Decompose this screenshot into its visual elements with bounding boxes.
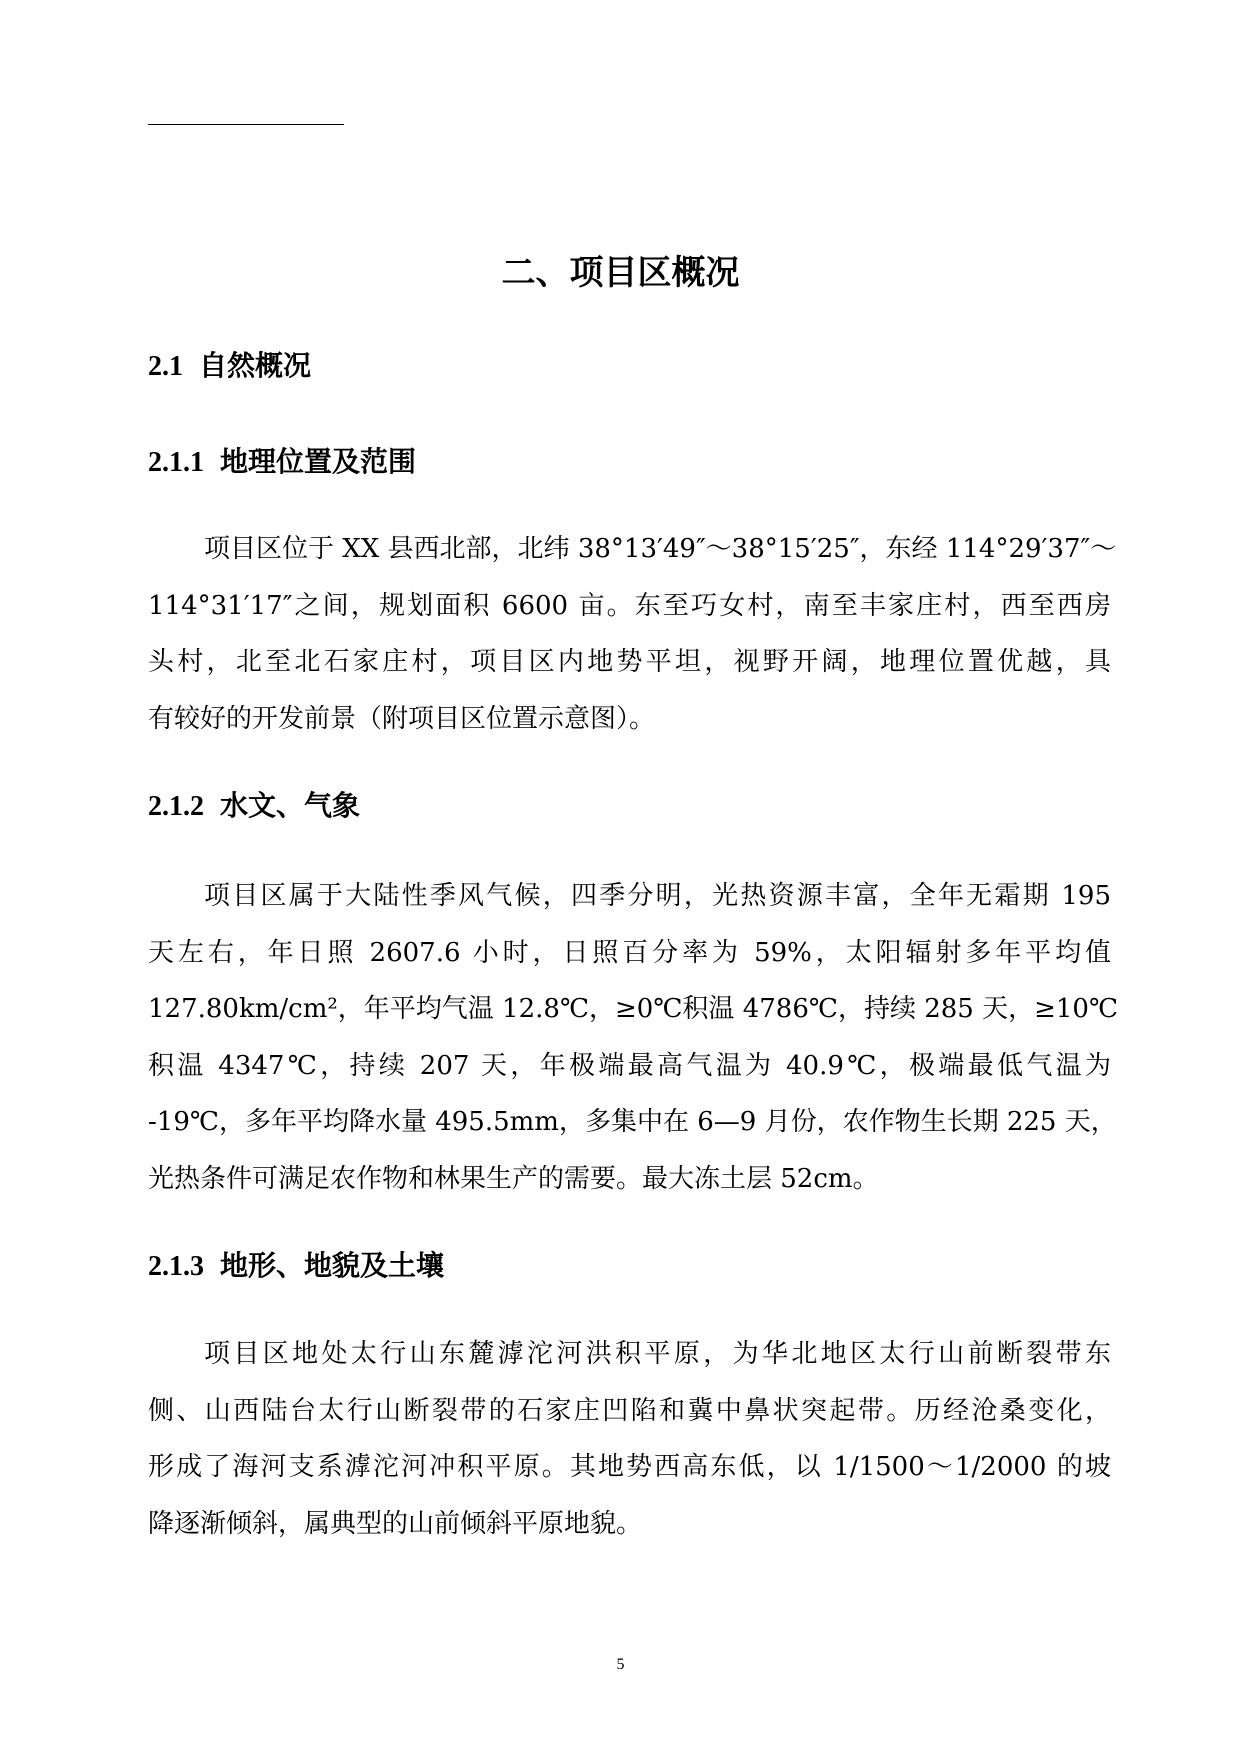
section-title: 自然概况 (199, 349, 312, 382)
section-number: 2.1 (148, 351, 183, 382)
section-title: 地理位置及范围 (220, 445, 417, 478)
section-number: 2.1.3 (148, 1251, 204, 1282)
paragraph-line: 光热条件可满足农作物和林果生产的需要。最大冻土层 52cm。 (148, 1163, 879, 1194)
footnote-separator-rule (148, 124, 344, 125)
page-number: 5 (616, 1656, 625, 1673)
section-heading-2-1-1 (148, 442, 416, 483)
paragraph-line: 127.80km/cm²，年平均气温 12.8℃，≥0℃积温 4786℃，持续 285 天，≥10℃ (148, 994, 1119, 1024)
paragraph-line: 降逐渐倾斜，属典型的山前倾斜平原地貌。 (148, 1508, 643, 1539)
paragraph-line: 项目区地处太行山东麓滹沱河洪积平原，为华北地区太行山前断裂带东 (204, 1339, 1111, 1369)
paragraph-terrain-landform-soil (148, 1326, 1111, 1552)
paragraph-line: 积温 4347℃，持续 207 天，年极端最高气温为 40.9℃，极端最低气温为 (148, 1050, 1111, 1081)
section-title: 地形、地貌及土壤 (220, 1249, 445, 1282)
section-heading-2-1-3 (148, 1246, 444, 1287)
paragraph-geographic-location (148, 521, 1117, 747)
section-number: 2.1.2 (148, 791, 204, 822)
paragraph-line: 形成了海河支系滹沱河冲积平原。其地势西高东低，以 1/1500～1/2000 的坡 (148, 1452, 1111, 1482)
section-heading-2-1-2 (148, 786, 360, 827)
paragraph-line: 头村，北至北石家庄村，项目区内地势平坦，视野开阔，地理位置优越，具 (148, 647, 1111, 677)
paragraph-line: 项目区位于 XX 县西北部，北纬 38°13′49″～38°15′25″，东经 114°29′37″～ (204, 534, 1117, 564)
section-heading-2-1 (148, 346, 311, 387)
paragraph-line: 114°31′17″之间，规划面积 6600 亩。东至巧女村，南至丰家庄村，西至西房 (148, 590, 1111, 621)
paragraph-line: 项目区属于大陆性季风气候，四季分明，光热资源丰富，全年无霜期 195 (204, 881, 1111, 911)
paragraph-line: 天左右，年日照 2607.6 小时，日照百分率为 59%，太阳辐射多年平均值 (148, 937, 1111, 968)
section-title: 水文、气象 (220, 789, 361, 822)
paragraph-line: 侧、山西陆台太行山断裂带的石家庄凹陷和冀中鼻状突起带。历经沧桑变化， (148, 1395, 1111, 1426)
paragraph-line: 有较好的开发前景（附项目区位置示意图）。 (148, 703, 656, 734)
paragraph-line: -19℃，多年平均降水量 495.5mm，多集中在 6—9 月份，农作物生长期 225 天， (148, 1107, 1117, 1137)
chapter-title: 二、项目区概况 (501, 253, 740, 293)
paragraph-hydrology-climate (148, 868, 1119, 1207)
section-number: 2.1.1 (148, 447, 204, 478)
